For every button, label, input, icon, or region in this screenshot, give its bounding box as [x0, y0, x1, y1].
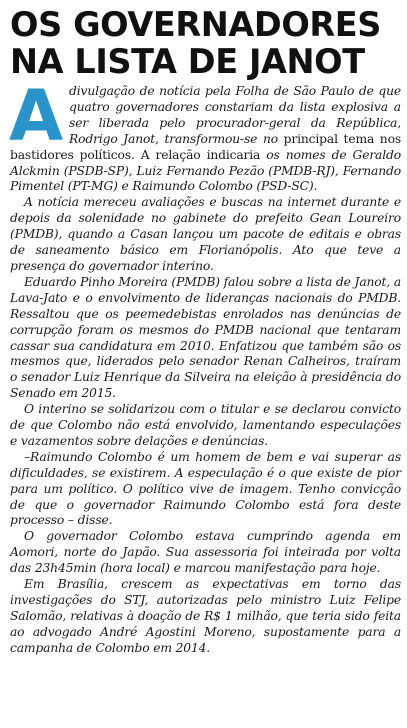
headline-line-1: OS GOVERNADORES	[10, 5, 382, 44]
drop-cap: A	[9, 75, 64, 157]
article-body	[9, 75, 402, 657]
paragraph-2: A notícia mereceu avaliações e buscas na internet durante e depois da solenidade no gabinete do prefeito Gean Loureiro (PMDB), quando a Casan lançou um pacote de editais e obras de saneamento básico em Florianópolis. Ato que teve a presença do governador interino.	[10, 195, 401, 273]
paragraph-4: O interino se solidarizou com o titular e se declarou convicto de que Colombo não está envolvido, lamentando especulações e vazamentos sobre delações e denúncias.	[10, 402, 401, 448]
paragraph-7: Em Brasília, crescem as expectativas em torno das investigações do STJ, autorizadas pelo ministro Luiz Felipe Salomão, relativas à doação de R$ 1 milhão, que teria sido feita ao advogado André Agostini Moreno, supostamente para a campanha de Colombo em 2014.	[10, 577, 401, 655]
paragraph-1-lead: divulgação de notícia pela Folha de São Paulo de que quatro governadores constariam da lista explosiva a ser liberada pelo procurador-geral da República, Rodrigo Janot, transformou-se no	[69, 84, 401, 146]
paragraph-1-rest: os nomes de Geraldo Alckmin (PSDB-SP), Luiz Fernando Pezão (PMDB-RJ), Fernando Pimentel (PT-MG) e Raimundo Colombo (PSD-SC).	[10, 147, 401, 194]
paragraph-1	[9, 75, 401, 195]
paragraph-3: Eduardo Pinho Moreira (PMDB) falou sobre a lista de Janot, a Lava-Jato e o envolvimento de lideranças nacionais do PMDB. Ressaltou que os peemedebistas enrolados nas denúncias de corrupção foram os mesmos do PMDB nacional que tentaram cassar sua candidatura em 2010. Enfatizou que também são os mesmos que, liderados pelo senador Renan Calheiros, traíram o senador Luiz Henrique da Silveira na eleição à presidência do Senado em 2015.	[10, 274, 402, 401]
paragraph-5-quote: –Raimundo Colombo é um homem de bem e vai superar as dificuldades, se existirem. A especulação é o que existe de pior para um político. O político vive de imagem. Tenho convicção de que o governador Raimundo Colombo está fora deste processo – disse.	[10, 449, 401, 528]
headline-line-2: NA LISTA DE JANOT	[10, 42, 365, 81]
paragraph-6: O governador Colombo estava cumprindo agenda em Aomori, norte do Japão. Sua assessoria foi inteirada por volta das 23h45min (hora local) e marcou manifestação para hoje.	[10, 529, 401, 576]
paragraph-1-upright: principal tema nos bastidores políticos. A relação indicaria	[10, 131, 401, 162]
headline	[10, 6, 401, 80]
